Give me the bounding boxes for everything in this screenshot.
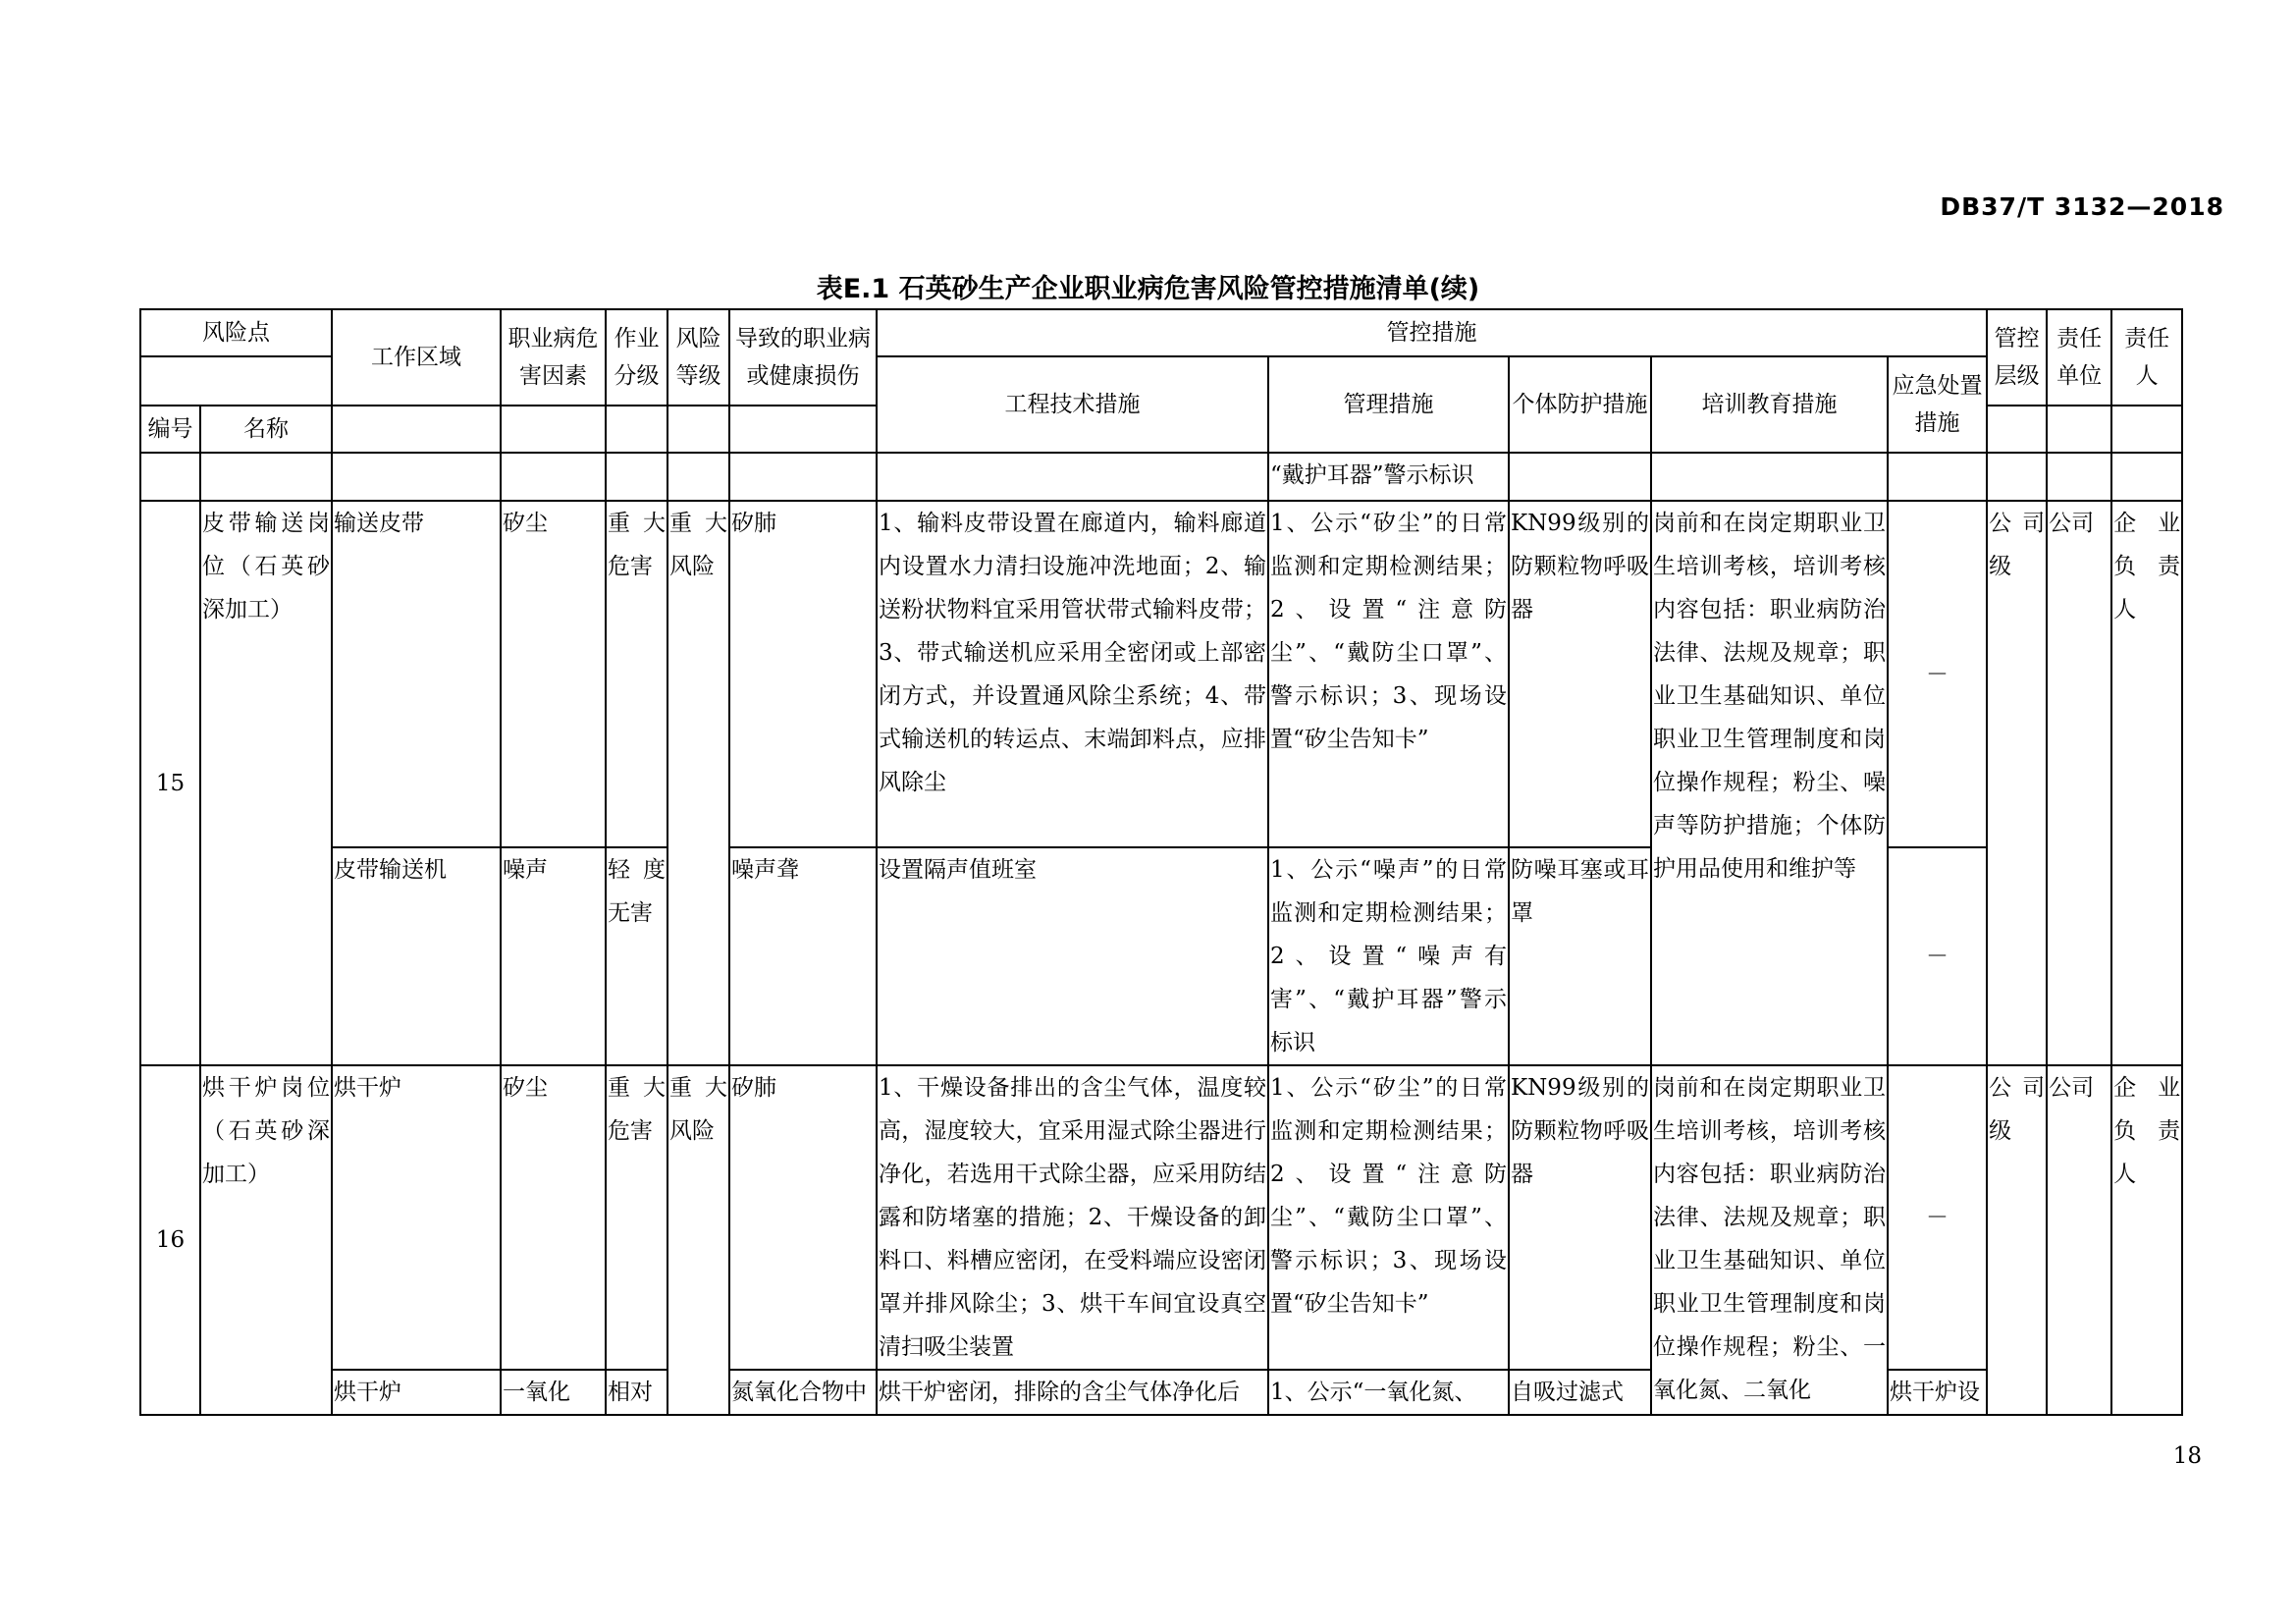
management-cell: 1、公示“一氧化氮、: [1268, 1370, 1509, 1415]
standard-code: DB37/T 3132—2018: [1940, 192, 2224, 221]
page-number: 18: [2172, 1443, 2202, 1469]
disease-cell: 矽肺: [729, 501, 877, 847]
header-spacer: [140, 356, 332, 406]
table-cell: [1651, 453, 1888, 501]
job-class-cell: 重大危害: [606, 501, 667, 847]
header-blank: [729, 406, 877, 453]
row-name: 烘干炉岗位（石英砂深加工）: [200, 1065, 332, 1415]
training-cell: 岗前和在岗定期职业卫生培训考核，培训考核内容包括：职业病防治法律、法规及规章；职业卫生基础知识、单位职业卫生管理制度和岗位操作规程；粉尘、噪声等防护措施；个体防护用品使用和维护等: [1651, 501, 1888, 1065]
table-cell: [501, 453, 606, 501]
control-level-cell: 公司级: [1987, 1065, 2047, 1415]
header-blank: [332, 406, 501, 453]
emergency-cell: －: [1888, 501, 1987, 847]
table-cell: [877, 453, 1268, 501]
control-level-cell: 公司级: [1987, 501, 2047, 1065]
hazard-cell: 一氧化: [501, 1370, 606, 1415]
work-area-cell: 烘干炉: [332, 1370, 501, 1415]
work-area-cell: 烘干炉: [332, 1065, 501, 1370]
disease-cell: 矽肺: [729, 1065, 877, 1370]
ppe-cell: KN99级别的防颗粒物呼吸器: [1509, 1065, 1651, 1370]
header-control: 管控措施: [877, 309, 1987, 356]
risk-level-cell: 重大风险: [667, 1065, 729, 1415]
risk-level-cell: 重大风险: [667, 501, 729, 1065]
header-blank: [501, 406, 606, 453]
emergency-cell: 烘干炉设: [1888, 1370, 1987, 1415]
ppe-cell: 自吸过滤式: [1509, 1370, 1651, 1415]
resp-unit-cell: 公司: [2047, 1065, 2111, 1415]
training-cell: 岗前和在岗定期职业卫生培训考核，培训考核内容包括：职业病防治法律、法规及规章；职业卫生基础知识、单位职业卫生管理制度和岗位操作规程；粉尘、一氧化氮、二氧化: [1651, 1065, 1888, 1415]
table-cell: [1987, 453, 2047, 501]
header-management: 管理措施: [1268, 356, 1509, 453]
header-training: 培训教育措施: [1651, 356, 1888, 453]
job-class-cell: 重大危害: [606, 1065, 667, 1370]
header-blank: [1987, 406, 2047, 453]
table-cell: [1888, 453, 1987, 501]
header-engineering: 工程技术措施: [877, 356, 1268, 453]
resp-person-cell: 企业负责人: [2111, 501, 2182, 1065]
table-cell: [2047, 453, 2111, 501]
header-resp-unit: 责任单位: [2047, 309, 2111, 406]
row-name: 皮带输送岗位（石英砂深加工）: [200, 501, 332, 1065]
engineering-cell: 设置隔声值班室: [877, 847, 1268, 1065]
carry-management-cell: “戴护耳器”警示标识: [1268, 453, 1509, 501]
risk-control-table: [139, 308, 2183, 1416]
table-cell: [1509, 453, 1651, 501]
header-name: 名称: [200, 406, 332, 453]
disease-cell: 氮氧化合物中: [729, 1370, 877, 1415]
table-cell: [606, 453, 667, 501]
management-cell: 1、公示“噪声”的日常监测和定期检测结果；2、设置“噪声有害”、“戴护耳器”警示标识: [1268, 847, 1509, 1065]
engineering-cell: 烘干炉密闭，排除的含尘气体净化后: [877, 1370, 1268, 1415]
table-cell: [729, 453, 877, 501]
header-job-class: 作业分级: [606, 309, 667, 406]
engineering-cell: 1、输料皮带设置在廊道内，输料廊道内设置水力清扫设施冲洗地面；2、输送粉状物料宜采用管状带式输料皮带；3、带式输送机应采用全密闭或上部密闭方式，并设置通风除尘系统；4、带式输送机的转运点、末端卸料点，应排风除尘: [877, 501, 1268, 847]
table-title: 表E.1 石英砂生产企业职业病危害风险管控措施清单(续): [816, 274, 1480, 304]
header-control-level: 管控层级: [1987, 309, 2047, 406]
row-id: 16: [140, 1065, 200, 1415]
hazard-cell: 矽尘: [501, 501, 606, 847]
header-blank: [2111, 406, 2182, 453]
header-disease: 导致的职业病或健康损伤: [729, 309, 877, 406]
table-cell: [2111, 453, 2182, 501]
job-class-cell: 相对: [606, 1370, 667, 1415]
row-id: 15: [140, 501, 200, 1065]
table-cell: [140, 453, 200, 501]
table-cell: [332, 453, 501, 501]
header-emergency: 应急处置措施: [1888, 356, 1987, 453]
header-id: 编号: [140, 406, 200, 453]
work-area-cell: 皮带输送机: [332, 847, 501, 1065]
header-blank: [2047, 406, 2111, 453]
header-blank: [606, 406, 667, 453]
emergency-cell: －: [1888, 1065, 1987, 1370]
header-work-area: 工作区域: [332, 309, 501, 406]
header-blank: [667, 406, 729, 453]
engineering-cell: 1、干燥设备排出的含尘气体，温度较高，湿度较大，宜采用湿式除尘器进行净化，若选用干式除尘器，应采用防结露和防堵塞的措施；2、干燥设备的卸料口、料槽应密闭，在受料端应设密闭罩并排风除尘；3、烘干车间宜设真空清扫吸尘装置: [877, 1065, 1268, 1370]
resp-person-cell: 企业负责人: [2111, 1065, 2182, 1415]
table-cell: [200, 453, 332, 501]
header-hazard: 职业病危害因素: [501, 309, 606, 406]
header-risk-level: 风险等级: [667, 309, 729, 406]
resp-unit-cell: 公司: [2047, 501, 2111, 1065]
ppe-cell: KN99级别的防颗粒物呼吸器: [1509, 501, 1651, 847]
management-cell: 1、公示“矽尘”的日常监测和定期检测结果；2、设置“注意防尘”、“戴防尘口罩”、警示标识；3、现场设置“矽尘告知卡”: [1268, 1065, 1509, 1370]
header-risk-point: 风险点: [140, 309, 332, 356]
ppe-cell: 防噪耳塞或耳罩: [1509, 847, 1651, 1065]
header-ppe: 个体防护措施: [1509, 356, 1651, 453]
management-cell: 1、公示“矽尘”的日常监测和定期检测结果；2、设置“注意防尘”、“戴防尘口罩”、警示标识；3、现场设置“矽尘告知卡”: [1268, 501, 1509, 847]
disease-cell: 噪声聋: [729, 847, 877, 1065]
table-cell: [667, 453, 729, 501]
hazard-cell: 噪声: [501, 847, 606, 1065]
work-area-cell: 输送皮带: [332, 501, 501, 847]
emergency-cell: －: [1888, 847, 1987, 1065]
job-class-cell: 轻度无害: [606, 847, 667, 1065]
hazard-cell: 矽尘: [501, 1065, 606, 1370]
header-resp-person: 责任人: [2111, 309, 2182, 406]
